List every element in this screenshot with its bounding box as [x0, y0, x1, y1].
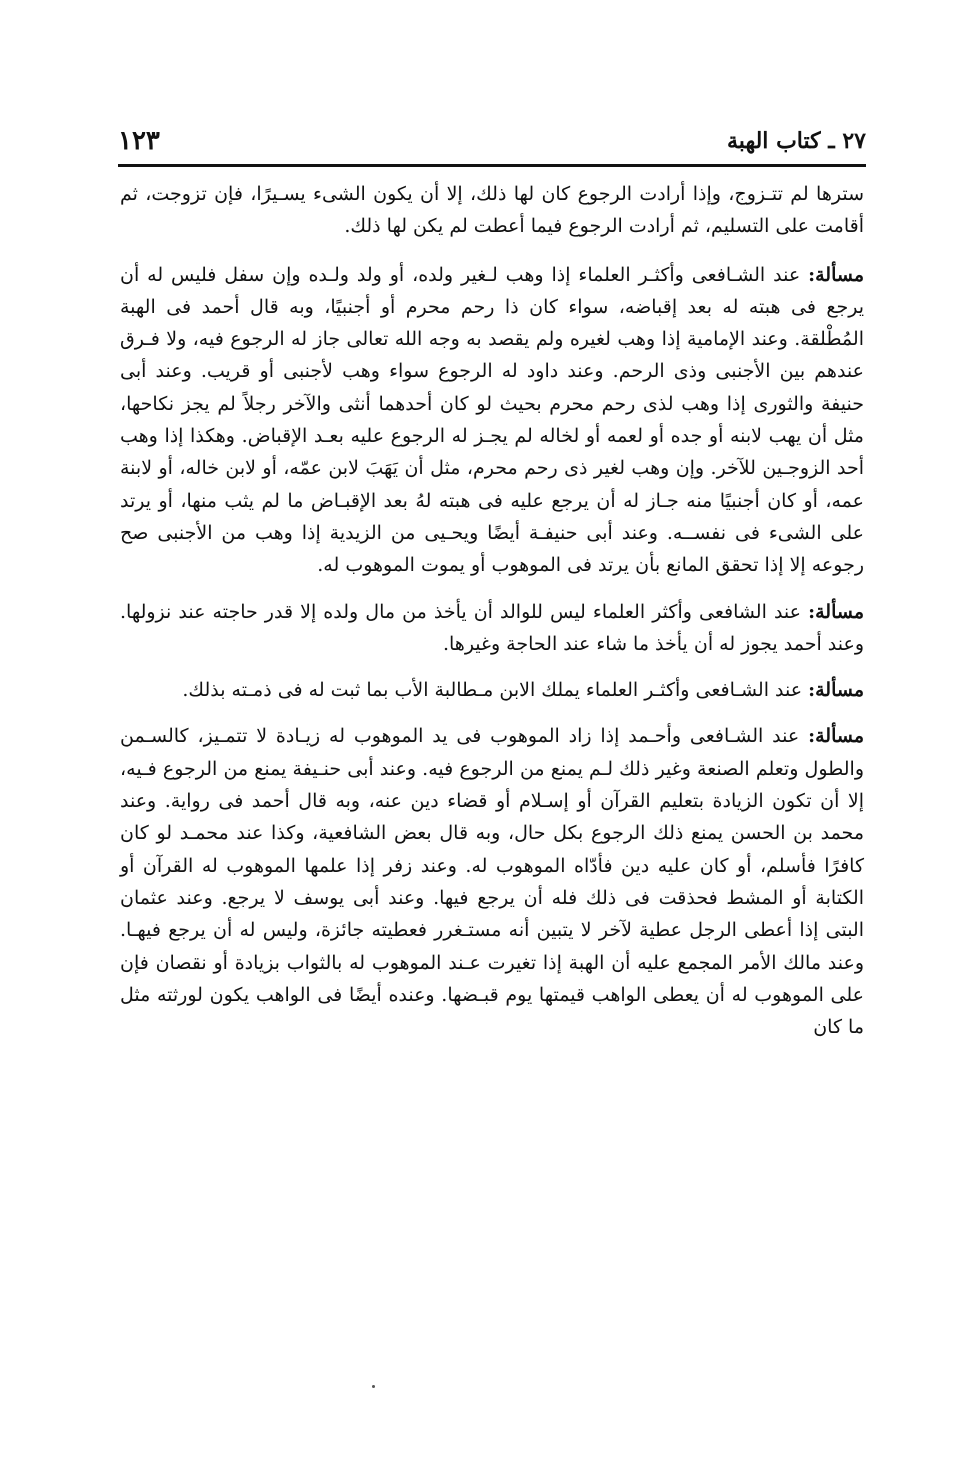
paragraph-text: عند الشافعى وأكثر العلماء ليس للوالد أن يأخذ من مال ولده إلا قدر حاجته عند نزولها. وعند أحمد يجوز له أن يأخذ ما شاء عند الحاجة وغيرها.: [120, 600, 864, 655]
paragraph-text: عند الشـافعى وأكثـر العلماء إذا وهب لـغير ولده، أو ولد ولـده وإن سفل فليس له أن يرجع فى هبته له بعد إقباضه، سواء كان ذا رحم محرم أو أجنبيًا، وبه قال أحمد فى الهبة المُطْلقة. وعند الإمامية إذا وهب لغيره ولم يقصد به وجه الله تعالى جاز له الرجوع فيه، ولا فـرق عندهم بين الأجنبى وذى الرحم. وعند داود له الرجوع سواء وهب لأجنبى أو قريب. وعند أبى حنيفة والثورى إذا وهب لذى رحم محرم بحيث لو كان أحدهما أنثى والآخر رجلاً لم يجز نكاحها، مثل أن يهب لابنه أو جده أو لعمه أو لخاله لم يجـز له الرجوع عليه بعـد الإقباض. وهكذا إذا وهب أحد الزوجـين للآخر. وإن وهب لغير ذى رحم محرم، مثل أن يَهَبَ لابن عمّه، أو لابن خاله، أو لابنة عمه، أو كان أجنبيًا منه جـاز له أن يرجع عليه فى هبته لهُ بعد الإقبـاض ما لم يثب منها، أو يرتد على الشىء فى نفســه. وعند أبى حنيفـة أيضًا ويحـيى من الزيدية إذا وهب من الأجنبى صح رجوعه إلا إذا تحقق المانع بأن يرتد فى الموهوب أو يموت الموهوب له.: [120, 263, 864, 577]
paragraph-masala-1: [120, 259, 864, 582]
paragraph-lead: مسألة:: [808, 263, 864, 286]
paragraph-text: عند الشـافعى وأحـمد إذا زاد الموهوب فى يد الموهوب له زيـادة لا تتمـيز، كالسـمن والطول وتعلم الصنعة وغير ذلك لـم يمنع من الرجوع فيه. وعند أبى حنـيفة يمنع من الرجوع فـيه، إلا أن تكون الزيادة بتعليم القرآن أو إسـلام أو قضاء دين عنه، وبه قال أحمد فى رواية. وعند محمد بن الحسن يمنع ذلك الرجوع بكل حال، وبه قال بعض الشافعية، وكذا عند محمـد لو كان كافرًا فأسلم، أو كان عليه دين فأدّاه الموهوب له. وعند زفر إذا علمها الموهوب له القرآن أو الكتابة أو المشط فحذقت فى ذلك فله أن يرجع فيها. وعند أبى يوسف لا يرجع. وعند عثمان البتى إذا أعطى الرجل عطية لآخر لا يتبين أنه مستـغرر فعطيته جائزة، وليس له أن يرجع فيهـا. وعند مالك الأمر المجمع عليه أن الهبة إذا تغيرت عـند الموهوب له بالثواب بزيادة أو نقصان فإن على الموهوب له أن يعطى الواهب قيمتها يوم قبـضها. وعنده أيضًا فى الواهب يكون لورثته مثل ما كان: [120, 725, 864, 1039]
chapter-title: ٢٧ ـ كتاب الهبة: [727, 128, 866, 154]
page-number: ١٢٣: [118, 126, 160, 156]
paragraph-lead: مسألة:: [808, 725, 864, 748]
running-header: [118, 122, 866, 162]
page-body: [120, 178, 864, 1057]
paragraph-text: عند الشـافعى وأكثـر العلماء يملك الابن مـطالبة الأب بما ثبت له فى ذمـته بذلك.: [182, 679, 809, 702]
paragraph-masala-4: [120, 720, 864, 1043]
header-rule: [118, 164, 866, 167]
paragraph-lead: مسألة:: [808, 679, 864, 702]
paragraph-text: سترها لم تتـزوج، وإذا أرادت الرجوع كان لها ذلك، إلا أن يكون الشىء يسـيرًا، فإن تزوجت، ثم أقامت على التسليم، ثم أرادت الرجوع فيما أعطت لم يكن لها ذلك.: [120, 183, 864, 238]
print-speck: [372, 1385, 375, 1388]
paragraph-masala-2: [120, 596, 864, 661]
paragraph-lead: مسألة:: [808, 600, 864, 623]
paragraph-continuation: [120, 178, 864, 243]
paragraph-masala-3: [120, 674, 864, 706]
